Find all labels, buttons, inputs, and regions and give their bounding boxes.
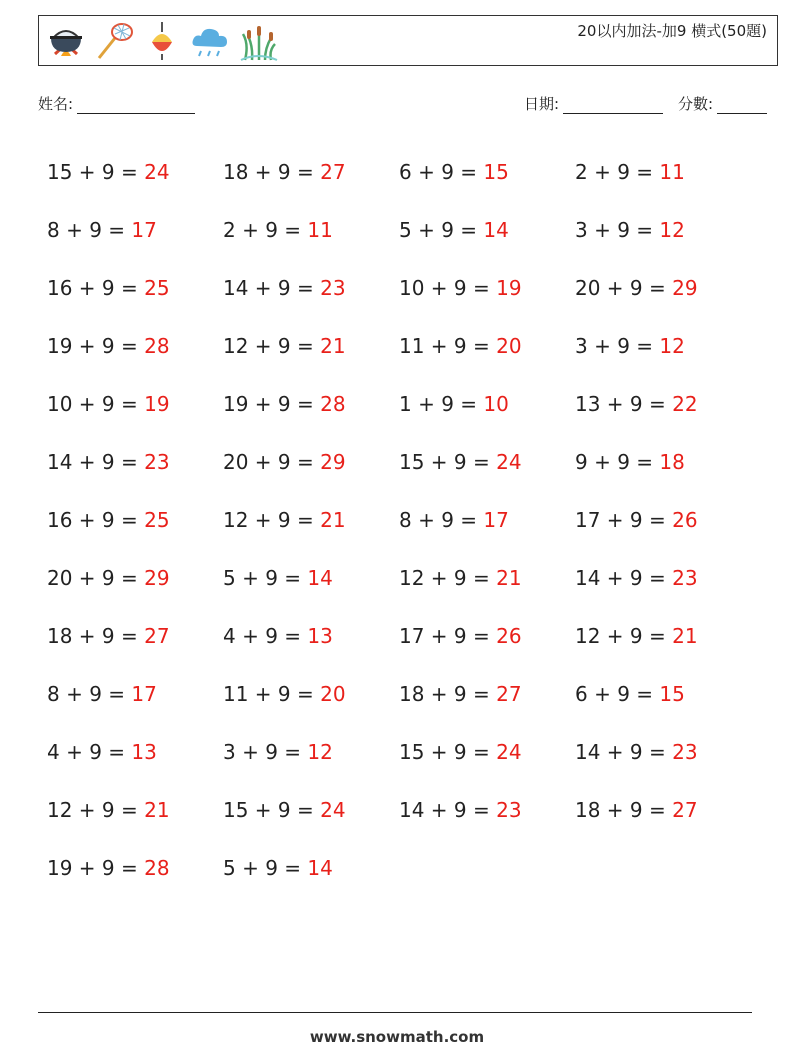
problem-question: 20 + 9 = bbox=[223, 450, 321, 474]
problem-answer: 14 bbox=[307, 566, 333, 590]
problem-answer: 17 bbox=[483, 508, 509, 532]
problem-row bbox=[47, 839, 767, 897]
problem-answer: 22 bbox=[672, 392, 698, 416]
problem-question: 12 + 9 = bbox=[47, 798, 145, 822]
cattail-reeds-icon bbox=[237, 20, 279, 62]
problem-item bbox=[399, 508, 575, 532]
problem-item bbox=[47, 740, 223, 764]
problem-item bbox=[399, 566, 575, 590]
problem-item bbox=[575, 334, 751, 358]
problem-question: 17 + 9 = bbox=[399, 624, 497, 648]
problem-question: 9 + 9 = bbox=[575, 450, 660, 474]
problem-item bbox=[399, 218, 575, 242]
problem-answer: 27 bbox=[144, 624, 170, 648]
problem-answer: 11 bbox=[659, 160, 685, 184]
problem-question: 8 + 9 = bbox=[399, 508, 484, 532]
problem-question: 6 + 9 = bbox=[575, 682, 660, 706]
problem-item bbox=[223, 334, 399, 358]
problem-answer: 19 bbox=[144, 392, 170, 416]
problem-question: 19 + 9 = bbox=[223, 392, 321, 416]
problem-item bbox=[47, 566, 223, 590]
problem-answer: 28 bbox=[320, 392, 346, 416]
problem-answer: 20 bbox=[320, 682, 346, 706]
name-blank[interactable] bbox=[77, 97, 195, 114]
problem-item bbox=[575, 740, 751, 764]
problem-question: 15 + 9 = bbox=[47, 160, 145, 184]
problem-answer: 12 bbox=[659, 334, 685, 358]
problem-question: 5 + 9 = bbox=[399, 218, 484, 242]
footer-divider bbox=[38, 1012, 752, 1013]
problem-row bbox=[47, 375, 767, 433]
name-field bbox=[38, 93, 195, 114]
problem-item bbox=[223, 450, 399, 474]
problem-question: 3 + 9 = bbox=[575, 334, 660, 358]
problem-question: 3 + 9 = bbox=[575, 218, 660, 242]
footer-url: www.snowmath.com bbox=[309, 1028, 485, 1046]
score-label: 分數: bbox=[678, 95, 714, 113]
problem-item bbox=[223, 160, 399, 184]
problem-question: 14 + 9 = bbox=[575, 740, 673, 764]
problem-question: 15 + 9 = bbox=[399, 740, 497, 764]
problem-item bbox=[575, 218, 751, 242]
problem-answer: 17 bbox=[131, 218, 157, 242]
problem-item bbox=[399, 682, 575, 706]
problem-item bbox=[47, 392, 223, 416]
problem-question: 12 + 9 = bbox=[223, 334, 321, 358]
problem-answer: 12 bbox=[307, 740, 333, 764]
problem-item bbox=[223, 276, 399, 300]
problem-answer: 18 bbox=[659, 450, 685, 474]
problem-question: 19 + 9 = bbox=[47, 334, 145, 358]
problem-item bbox=[47, 160, 223, 184]
problem-item bbox=[399, 450, 575, 474]
problem-answer: 23 bbox=[320, 276, 346, 300]
problem-answer: 27 bbox=[320, 160, 346, 184]
problem-question: 15 + 9 = bbox=[223, 798, 321, 822]
problem-question: 13 + 9 = bbox=[575, 392, 673, 416]
problem-question: 3 + 9 = bbox=[223, 740, 308, 764]
problem-item bbox=[223, 682, 399, 706]
cooking-pot-icon bbox=[45, 20, 87, 62]
score-blank[interactable] bbox=[717, 97, 767, 114]
problem-answer: 21 bbox=[144, 798, 170, 822]
problem-question: 14 + 9 = bbox=[399, 798, 497, 822]
date-field bbox=[524, 93, 663, 114]
problem-answer: 21 bbox=[320, 508, 346, 532]
problem-item bbox=[575, 392, 751, 416]
problem-answer: 10 bbox=[483, 392, 509, 416]
problem-item bbox=[399, 740, 575, 764]
butterfly-net-icon bbox=[93, 20, 135, 62]
problem-answer: 23 bbox=[144, 450, 170, 474]
problem-row bbox=[47, 491, 767, 549]
problem-item bbox=[399, 798, 575, 822]
problem-question: 2 + 9 = bbox=[223, 218, 308, 242]
problem-item bbox=[223, 856, 399, 880]
problem-question: 18 + 9 = bbox=[399, 682, 497, 706]
problem-answer: 24 bbox=[496, 450, 522, 474]
problem-answer: 19 bbox=[496, 276, 522, 300]
problem-item bbox=[47, 682, 223, 706]
problem-question: 18 + 9 = bbox=[47, 624, 145, 648]
problem-question: 20 + 9 = bbox=[575, 276, 673, 300]
problem-row bbox=[47, 665, 767, 723]
problem-item bbox=[575, 566, 751, 590]
problem-answer: 23 bbox=[672, 566, 698, 590]
problem-question: 14 + 9 = bbox=[47, 450, 145, 474]
problem-question: 14 + 9 = bbox=[575, 566, 673, 590]
problem-item bbox=[47, 508, 223, 532]
problem-answer: 27 bbox=[496, 682, 522, 706]
date-blank[interactable] bbox=[563, 97, 663, 114]
problem-question: 17 + 9 = bbox=[575, 508, 673, 532]
problem-answer: 14 bbox=[483, 218, 509, 242]
problem-question: 10 + 9 = bbox=[399, 276, 497, 300]
problem-item bbox=[399, 392, 575, 416]
problem-row bbox=[47, 781, 767, 839]
problem-question: 6 + 9 = bbox=[399, 160, 484, 184]
problem-row bbox=[47, 723, 767, 781]
date-label: 日期: bbox=[524, 95, 560, 113]
problem-answer: 23 bbox=[496, 798, 522, 822]
problem-answer: 25 bbox=[144, 508, 170, 532]
problem-answer: 26 bbox=[496, 624, 522, 648]
problem-answer: 21 bbox=[320, 334, 346, 358]
problem-item bbox=[223, 508, 399, 532]
problem-question: 11 + 9 = bbox=[223, 682, 321, 706]
problem-item bbox=[399, 160, 575, 184]
problem-item bbox=[575, 624, 751, 648]
problem-answer: 28 bbox=[144, 856, 170, 880]
problem-answer: 27 bbox=[672, 798, 698, 822]
problem-answer: 20 bbox=[496, 334, 522, 358]
problem-item bbox=[223, 566, 399, 590]
problem-item bbox=[575, 276, 751, 300]
problem-answer: 11 bbox=[307, 218, 333, 242]
problem-question: 15 + 9 = bbox=[399, 450, 497, 474]
problem-answer: 13 bbox=[307, 624, 333, 648]
problem-question: 18 + 9 = bbox=[575, 798, 673, 822]
problem-question: 20 + 9 = bbox=[47, 566, 145, 590]
problem-row bbox=[47, 259, 767, 317]
problem-item bbox=[47, 218, 223, 242]
problem-item bbox=[223, 392, 399, 416]
problem-row bbox=[47, 549, 767, 607]
problem-question: 12 + 9 = bbox=[575, 624, 673, 648]
problem-answer: 13 bbox=[131, 740, 157, 764]
problem-item bbox=[47, 334, 223, 358]
problem-item bbox=[47, 276, 223, 300]
problem-answer: 21 bbox=[496, 566, 522, 590]
worksheet-title: 20以内加法-加9 横式(50題) bbox=[577, 22, 767, 40]
icon-strip bbox=[45, 20, 279, 62]
problem-question: 10 + 9 = bbox=[47, 392, 145, 416]
problem-item bbox=[399, 334, 575, 358]
problem-question: 4 + 9 = bbox=[223, 624, 308, 648]
problem-question: 8 + 9 = bbox=[47, 682, 132, 706]
problem-item bbox=[47, 450, 223, 474]
problem-row bbox=[47, 433, 767, 491]
problem-question: 16 + 9 = bbox=[47, 276, 145, 300]
problem-item bbox=[47, 856, 223, 880]
problem-answer: 29 bbox=[672, 276, 698, 300]
problem-answer: 28 bbox=[144, 334, 170, 358]
problem-row bbox=[47, 607, 767, 665]
problem-item bbox=[47, 798, 223, 822]
problem-answer: 29 bbox=[320, 450, 346, 474]
rain-cloud-icon bbox=[189, 20, 231, 62]
problem-answer: 24 bbox=[496, 740, 522, 764]
problem-question: 5 + 9 = bbox=[223, 856, 308, 880]
problem-question: 5 + 9 = bbox=[223, 566, 308, 590]
problem-answer: 24 bbox=[320, 798, 346, 822]
name-label: 姓名: bbox=[38, 95, 74, 113]
problem-row bbox=[47, 201, 767, 259]
problem-question: 16 + 9 = bbox=[47, 508, 145, 532]
problem-item bbox=[399, 276, 575, 300]
problem-question: 11 + 9 = bbox=[399, 334, 497, 358]
problem-question: 1 + 9 = bbox=[399, 392, 484, 416]
problem-question: 18 + 9 = bbox=[223, 160, 321, 184]
score-field bbox=[678, 93, 767, 114]
problem-item bbox=[223, 798, 399, 822]
problem-answer: 25 bbox=[144, 276, 170, 300]
problem-answer: 24 bbox=[144, 160, 170, 184]
problem-answer: 23 bbox=[672, 740, 698, 764]
problem-answer: 15 bbox=[483, 160, 509, 184]
problem-question: 8 + 9 = bbox=[47, 218, 132, 242]
problem-item bbox=[575, 798, 751, 822]
fishing-bobber-icon bbox=[141, 20, 183, 62]
problem-answer: 14 bbox=[307, 856, 333, 880]
problem-answer: 29 bbox=[144, 566, 170, 590]
header-box bbox=[38, 15, 778, 66]
problem-question: 2 + 9 = bbox=[575, 160, 660, 184]
problem-answer: 15 bbox=[659, 682, 685, 706]
problem-question: 14 + 9 = bbox=[223, 276, 321, 300]
problem-item bbox=[223, 218, 399, 242]
problem-row bbox=[47, 143, 767, 201]
problem-grid bbox=[47, 143, 767, 897]
problem-item bbox=[575, 508, 751, 532]
problem-question: 4 + 9 = bbox=[47, 740, 132, 764]
problem-answer: 12 bbox=[659, 218, 685, 242]
problem-answer: 26 bbox=[672, 508, 698, 532]
problem-item bbox=[223, 624, 399, 648]
problem-row bbox=[47, 317, 767, 375]
problem-answer: 17 bbox=[131, 682, 157, 706]
problem-item bbox=[47, 624, 223, 648]
problem-answer: 21 bbox=[672, 624, 698, 648]
problem-item bbox=[575, 160, 751, 184]
problem-question: 12 + 9 = bbox=[223, 508, 321, 532]
problem-question: 19 + 9 = bbox=[47, 856, 145, 880]
problem-item bbox=[575, 682, 751, 706]
problem-question: 12 + 9 = bbox=[399, 566, 497, 590]
problem-item bbox=[223, 740, 399, 764]
problem-item bbox=[399, 624, 575, 648]
problem-item bbox=[575, 450, 751, 474]
